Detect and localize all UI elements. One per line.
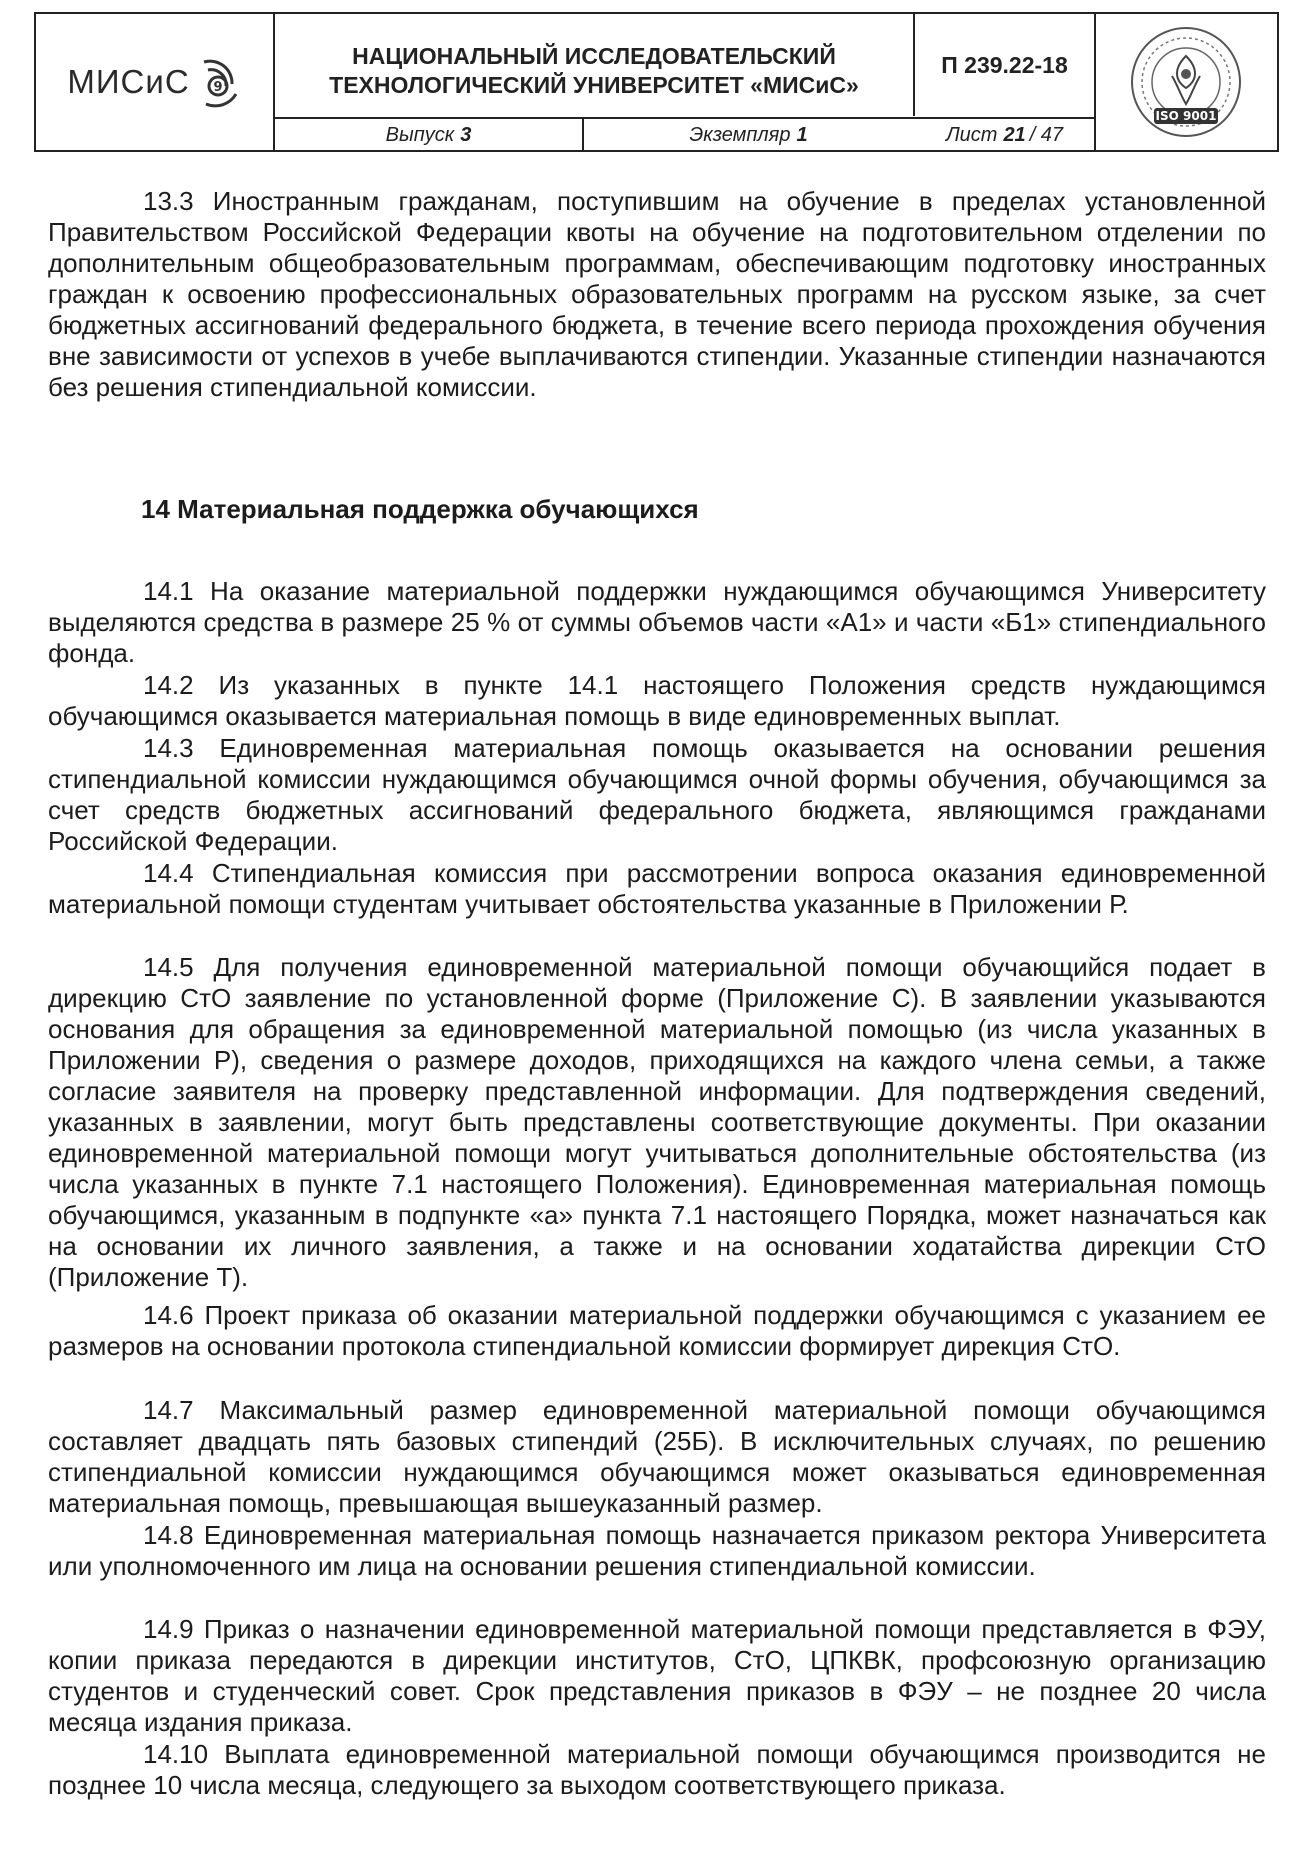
paragraph-14-1: 14.1 На оказание материальной поддержки нуждающимся обучающимся Университету выделяются средства в размере 25 % от суммы объемов части «А1» и части «Б1» стипендиального фонда. <box>48 576 1266 668</box>
sheet-total: / 47 <box>1029 123 1064 146</box>
university-name-line1: НАЦИОНАЛЬНЫЙ ИССЛЕДОВАТЕЛЬСКИЙ <box>352 43 836 69</box>
issue-value: 3 <box>460 123 472 146</box>
header-divider <box>273 117 1094 119</box>
paragraph-14-6: 14.6 Проект приказа об оказании материальной поддержки обучающимся с указанием ее размеров на основании протокола стипендиальной комиссии формирует дирекция СтО. <box>48 1300 1266 1361</box>
seal-text: ISO 9001 <box>1155 109 1216 123</box>
paragraph-14-9: 14.9 Приказ о назначении единовременной материальной помощи представляется в ФЭУ, копии приказа передаются в дирекции институтов, СтО, ЦПКВК, профсоюзную организацию студентов и студенческий совет. Срок представления приказов в ФЭУ – не позднее 20 числа месяца издания приказа. <box>48 1614 1266 1737</box>
paragraph-14-10: 14.10 Выплата единовременной материальной помощи обучающимся производится не позднее 10 числа месяца, следующего за выходом соответствующего приказа. <box>48 1739 1266 1800</box>
seal-cell <box>1094 14 1277 150</box>
paragraph-14-7: 14.7 Максимальный размер единовременной материальной помощи обучающимся составляет двадцать пять базовых стипендий (25Б). В исключительных случаях, по решению стипендиальной комиссии нуждающимся обучающимся может оказываться единовременная материальная помощь, превышающая вышеуказанный размер. <box>48 1395 1266 1518</box>
copy-label: Экземпляр <box>689 123 791 146</box>
copy-cell <box>584 120 913 150</box>
paragraph-14-2: 14.2 Из указанных в пункте 14.1 настоящего Положения средств нуждающимся обучающимся оказывается материальная помощь в виде единовременных выплат. <box>48 670 1266 731</box>
paragraph-14-8: 14.8 Единовременная материальная помощь назначается приказом ректора Университета или уполномоченного им лица на основании решения стипендиальной комиссии. <box>48 1520 1266 1581</box>
university-name <box>275 42 913 100</box>
section-14-heading: 14 Материальная поддержка обучающихся <box>141 494 699 524</box>
logo-cell <box>36 14 273 150</box>
sheet-label: Лист <box>945 123 998 146</box>
issue-cell <box>275 120 582 150</box>
paragraph-14-5: 14.5 Для получения единовременной материальной помощи обучающийся подает в дирекцию СтО заявление по установленной форме (Приложение С). В заявлении указываются основания для обращения за единовременной материальной помощью (из числа указанных в Приложении Р), сведения о размере доходов, приходящихся на каждого члена семьи, а также согласие заявителя на проверку представленной информации. Для подтверждения сведений, указанных в заявлении, могут быть представлены соответствующие документы. При оказании единовременной материальной помощи могут учитываться дополнительные обстоятельства (из числа указанных в пункте 7.1 настоящего Положения). Единовременная материальная помощь обучающимся, указанным в подпункте «а» пункта 7.1 настоящего Порядка, может назначаться как на основании их личного заявления, а также и на основании ходатайства дирекции СтО (Приложение Т). <box>48 952 1266 1292</box>
issue-label: Выпуск <box>385 123 455 146</box>
svg-text:9: 9 <box>213 80 223 95</box>
sheet-cell <box>915 120 1094 150</box>
copy-value: 1 <box>796 123 808 146</box>
paragraph-13-3: 13.3 Иностранным гражданам, поступившим на обучение в пределах установленной Правительством Российской Федерации квоты на обучение на подготовительном отделении по дополнительным общеобразовательным программам, обеспечивающим подготовку иностранных граждан к освоению профессиональных образовательных программ на русском языке, за счет бюджетных ассигнований федерального бюджета, в течение всего периода прохождения обучения вне зависимости от успехов в учебе выплачиваются стипендии. Указанные стипендии назначаются без решения стипендиальной комиссии. <box>48 186 1266 402</box>
document-header <box>34 12 1279 152</box>
document-code: П 239.22-18 <box>941 52 1068 78</box>
iso-seal-icon <box>1128 24 1244 140</box>
logo-text: МИСиС <box>67 63 190 100</box>
university-name-line2: ТЕХНОЛОГИЧЕСКИЙ УНИВЕРСИТЕТ «МИСиС» <box>329 72 859 98</box>
misis-emblem-icon <box>192 54 242 110</box>
paragraph-14-3: 14.3 Единовременная материальная помощь оказывается на основании решения стипендиальной комиссии нуждающимся обучающимся очной формы обучения, обучающимся за счет средств бюджетных ассигнований федерального бюджета, являющимся гражданами Российской Федерации. <box>48 733 1266 856</box>
sheet-value: 21 <box>1003 123 1026 146</box>
misis-logo <box>67 54 241 110</box>
paragraph-14-4: 14.4 Стипендиальная комиссия при рассмотрении вопроса оказания единовременной материальной помощи студентам учитывает обстоятельства указанные в Приложении Р. <box>48 858 1266 919</box>
